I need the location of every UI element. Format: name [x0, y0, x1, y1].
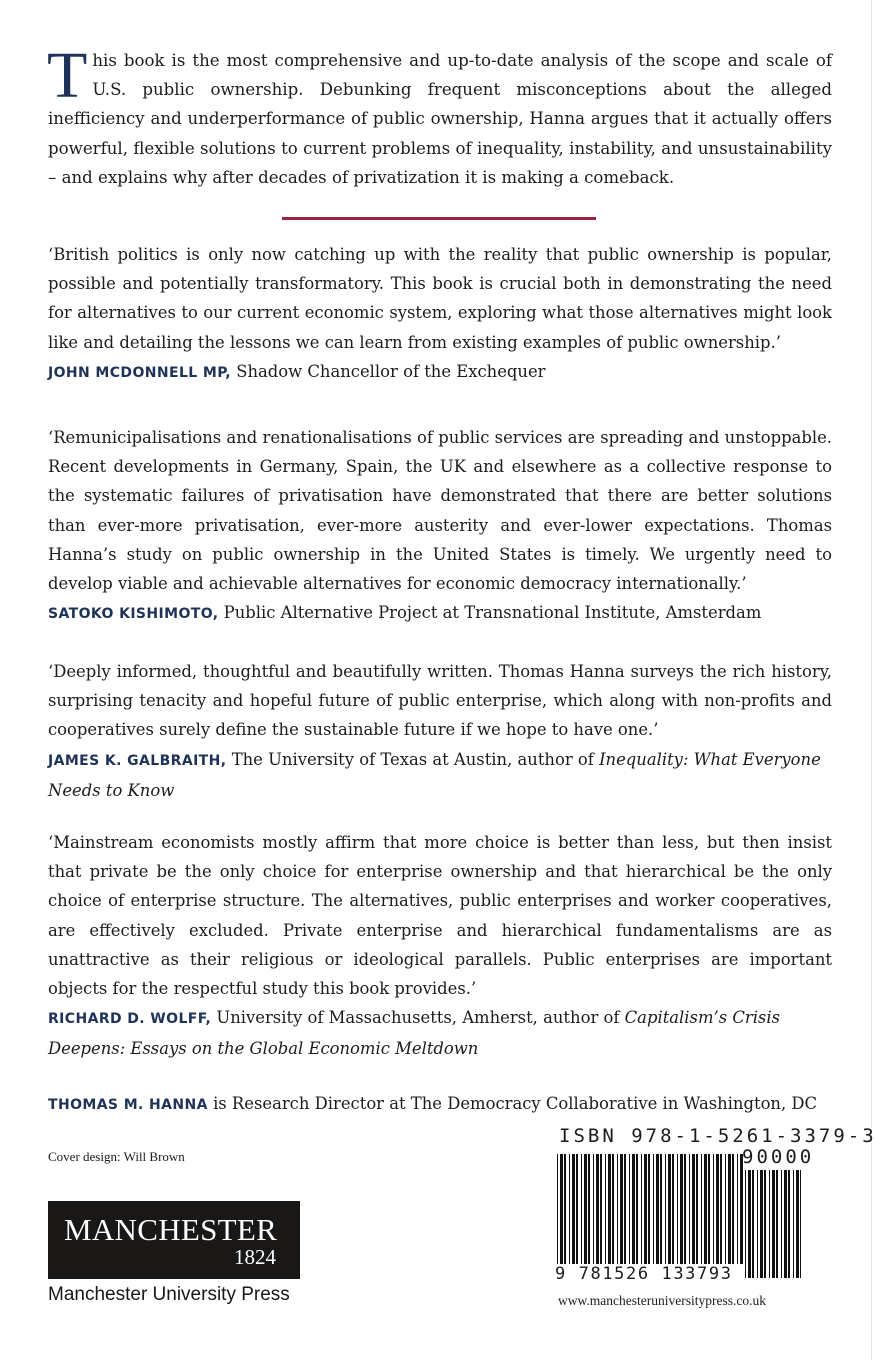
- book-blurb: [47, 39, 832, 192]
- logo-year: 1824: [234, 1245, 276, 1269]
- author-name: THOMAS M. HANNA: [48, 1097, 208, 1113]
- page-edge: [871, 0, 872, 1360]
- publisher-name: Manchester University Press: [48, 1284, 290, 1305]
- endorser-affiliation: University of Massachusetts, Amherst, author of: [216, 1008, 620, 1028]
- endorsement-text: ‘Remunicipalisations and renationalisations of public services are spreading and unstoppable. Recent developments in Germany, Spain, the UK and elsewhere as a collective response to the systematic failures of privatisation have demonstrated that there are better solutions than ever-more privatisation, ever-more austerity and ever-lower expectations. Thomas Hanna’s study on public ownership in the United States is timely. We urgently need to develop viable and achievable alternatives for economic democracy internationally.’: [48, 428, 832, 594]
- endorsement-text: ‘Deeply informed, thoughtful and beautifully written. Thomas Hanna surveys the rich history, surprising tenacity and hopeful future of public enterprise, which along with non-profits and cooperatives surely define the sustainable future if we hope to have one.’: [48, 662, 832, 740]
- publisher-website: www.manchesteruniversitypress.co.uk: [558, 1293, 766, 1308]
- endorsement-attribution: [48, 598, 832, 629]
- cover-design-credit: Cover design: Will Brown: [48, 1149, 185, 1164]
- endorser-affiliation: Shadow Chancellor of the Exchequer: [236, 361, 546, 381]
- endorsement-text: ‘British politics is only now catching up with the reality that public ownership is popular, possible and potentially transformatory. This book is crucial both in demonstrating the need for alternatives to our current economic system, exploring what those alternatives might look like and detailing the lessons we can learn from existing examples of public ownership.’: [48, 245, 832, 352]
- endorser-book-title: Capitalism’s Crisis Deepens: Essays on the Global Economic Meltdown: [48, 1008, 780, 1059]
- endorsement-kishimoto: [48, 423, 832, 629]
- endorser-book-title: Inequality: What Everyone Needs to Know: [48, 749, 821, 800]
- barcode-addon-number: 90000: [742, 1146, 815, 1168]
- author-bio: [48, 1089, 832, 1120]
- endorsement-attribution: [48, 357, 832, 388]
- isbn-label: ISBN 978-1-5261-3379-3: [559, 1125, 877, 1147]
- isbn-barcode: [557, 1150, 803, 1280]
- endorsement-attribution: [48, 1003, 832, 1063]
- endorsement-wolff: [48, 828, 832, 1064]
- endorsement-mcdonnell: [48, 240, 832, 388]
- endorser-name: JAMES K. GALBRAITH,: [48, 752, 227, 769]
- endorser-affiliation: Public Alternative Project at Transnational Institute, Amsterdam: [223, 603, 762, 623]
- endorsement-attribution: [48, 745, 832, 805]
- endorser-name: RICHARD D. WOLFF,: [48, 1011, 212, 1028]
- logo-wordmark: MANCHESTER: [64, 1212, 278, 1247]
- divider-rule: [282, 217, 596, 220]
- endorser-affiliation: The University of Texas at Austin, author of: [231, 749, 594, 769]
- author-bio-text: is Research Director at The Democracy Collaborative in Washington, DC: [213, 1094, 818, 1113]
- endorsement-text: ‘Mainstream economists mostly affirm that more choice is better than less, but then insist that private be the only choice for enterprise ownership and that hierarchical be the only choice of enterprise structure. The alternatives, public enterprises and worker cooperatives, are effectively excluded. Private enterprise and hierarchical fundamentalisms are as unattractive as their religious or ideological parallels. Public enterprises are important objects for the respectful study this book provides.’: [48, 833, 832, 999]
- endorser-name: JOHN MCDONNELL MP,: [48, 364, 231, 381]
- barcode-digits: 9 781526 133793: [555, 1264, 745, 1284]
- drop-cap: T: [47, 39, 88, 112]
- endorser-name: SATOKO KISHIMOTO,: [48, 606, 219, 623]
- publisher-logo: [48, 1201, 300, 1279]
- blurb-text: his book is the most comprehensive and up-to-date analysis of the scope and scale of U.S. public ownership. Debunking frequent misconceptions about the alleged inefficiency and underperformance of public ownership, Hanna argues that it actually offers powerful, flexible solutions to current problems of inequality, instability, and unsustainability – and explains why after decades of privatization it is making a comeback.: [48, 51, 832, 187]
- endorsement-galbraith: [48, 657, 832, 805]
